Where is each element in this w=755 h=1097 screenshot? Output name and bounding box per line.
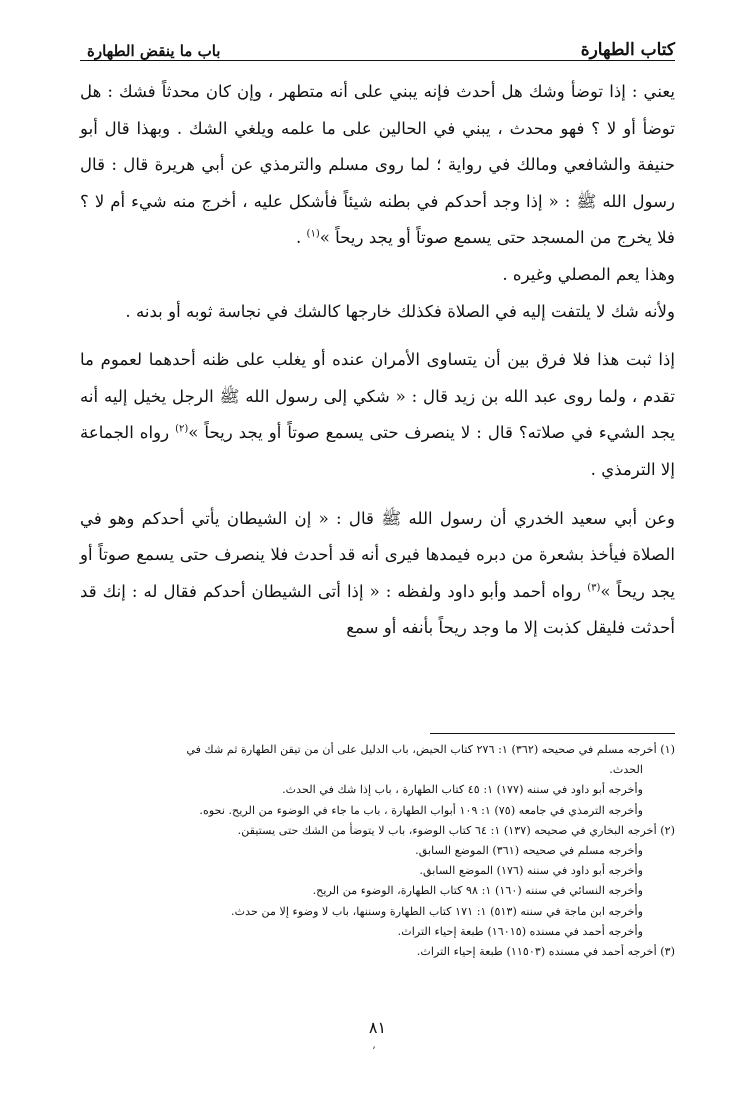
- footnote-ref-3: (٣): [587, 582, 601, 594]
- footnote-separator: [430, 733, 675, 734]
- paragraph-3: ولأنه شك لا يلتفت إليه في الصلاة فكذلك خارجها كالشك في نجاسة ثوبه أو بدنه .: [125, 301, 675, 321]
- chapter-title: باب ما ينقض الطهارة: [87, 42, 221, 60]
- footnote-1-source: وأخرجه أبو داود في سننه (١٧٧) ١: ٤٥ كتاب الطهارة ، باب إذا شك في الحدث.: [282, 783, 643, 797]
- footnote-2-source: وأخرجه أبو داود في سننه (١٧٦) الموضع السابق.: [419, 864, 643, 878]
- page-number: ٨١: [368, 1018, 387, 1037]
- paragraph-1: يعني : إذا توضأ وشك هل أحدث فإنه يبني على أنه متطهر ، وإن كان محدثاً فشك : هل توضأ أو لا ؟ فهو محدث ، يبني في الحالين على ما علمه ويلغي الشك . وبهذا قال أبو حنيفة والشافعي ومالك في رواية ؛ لما روى مسلم والترمذي عن أبي هريرة قال : قال رسول الله ﷺ : « إذا وجد أحدكم في بطنه شيئاً فأشكل عليه ، أخرج منه شيء أم لا ؟ فلا يخرج من المسجد حتى يسمع صوتاً أو يجد ريحاً »$^{(١)}$ .: [80, 82, 675, 248]
- print-mark: ʼ: [372, 1046, 376, 1057]
- main-text: [80, 74, 675, 647]
- paragraph-5: وعن أبي سعيد الخدري أن رسول الله ﷺ قال : « إن الشيطان يأتي أحدكم وهو في الصلاة فيأخذ بشعرة من دبره فيمدها فيرى أنه قد أحدث فلا ينصرف حتى يسمع صوتاً أو يجد ريحاً »$^{(٣)}$ رواه أحمد وأبو داود ولفظه : « إذا أتى الشيطان أحدكم فقال له : إنك قد أحدثت فليقل كذبت إلا ما وجد ريحاً بأنفه أو سمع: [80, 508, 676, 638]
- header-rule: [80, 60, 675, 61]
- footnote-2-source: وأخرجه النسائي في سننه (١٦٠) ١: ٩٨ كتاب الطهارة، الوضوء من الريح.: [312, 884, 643, 898]
- footnote-2-source: وأخرجه أحمد في مسنده (١٦٠١٥) طبعة إحياء التراث.: [397, 924, 643, 938]
- footnote-2-source: وأخرجه مسلم في صحيحه (٣٦١) الموضع السابق.: [415, 844, 643, 858]
- footnote-3: (٣) أخرجه أحمد في مسنده (١١٥٠٣) طبعة إحياء التراث.: [416, 945, 675, 959]
- paragraph-4: إذا ثبت هذا فلا فرق بين أن يتساوى الأمران عنده أو يغلب على ظنه أحدهما لعموم ما تقدم ، ولما روى عبد الله بن زيد قال : « شكي إلى رسول الله ﷺ الرجل يخيل إليه أنه يجد الشيء في صلاته؟ قال : لا ينصرف حتى يسمع صوتاً أو يجد ريحاً »$^{(٢)}$ رواه الجماعة إلا الترمذي .: [80, 350, 675, 479]
- running-header: [87, 30, 675, 60]
- footnote-ref-2: (٢): [175, 423, 189, 435]
- footnotes: [80, 740, 675, 962]
- footnote-1-continuation: الحدث.: [609, 763, 643, 777]
- footnote-2-source: وأخرجه ابن ماجة في سننه (٥١٣) ١: ١٧١ كتاب الطهارة وسننها، باب لا وضوء إلا من حدث.: [231, 904, 643, 918]
- footnote-2: (٢) أخرجه البخاري في صحيحه (١٣٧) ١: ٦٤ كتاب الوضوء، باب لا يتوضأ من الشك حتى يستيقن.: [237, 823, 675, 837]
- footnote-1-source: وأخرجه الترمذي في جامعه (٧٥) ١: ١٠٩ أبواب الطهارة ، باب ما جاء في الوضوء من الريح. نحوه.: [199, 803, 643, 817]
- footnote-ref-1: (١): [306, 228, 320, 240]
- paragraph-2: وهذا يعم المصلي وغيره .: [502, 264, 675, 284]
- footnote-1: (١) أخرجه مسلم في صحيحه (٣٦٢) ١: ٢٧٦ كتاب الحيض، باب الدليل على أن من تيقن الطهارة ثم شك في: [186, 743, 675, 756]
- book-title: كتاب الطهارة: [580, 40, 675, 60]
